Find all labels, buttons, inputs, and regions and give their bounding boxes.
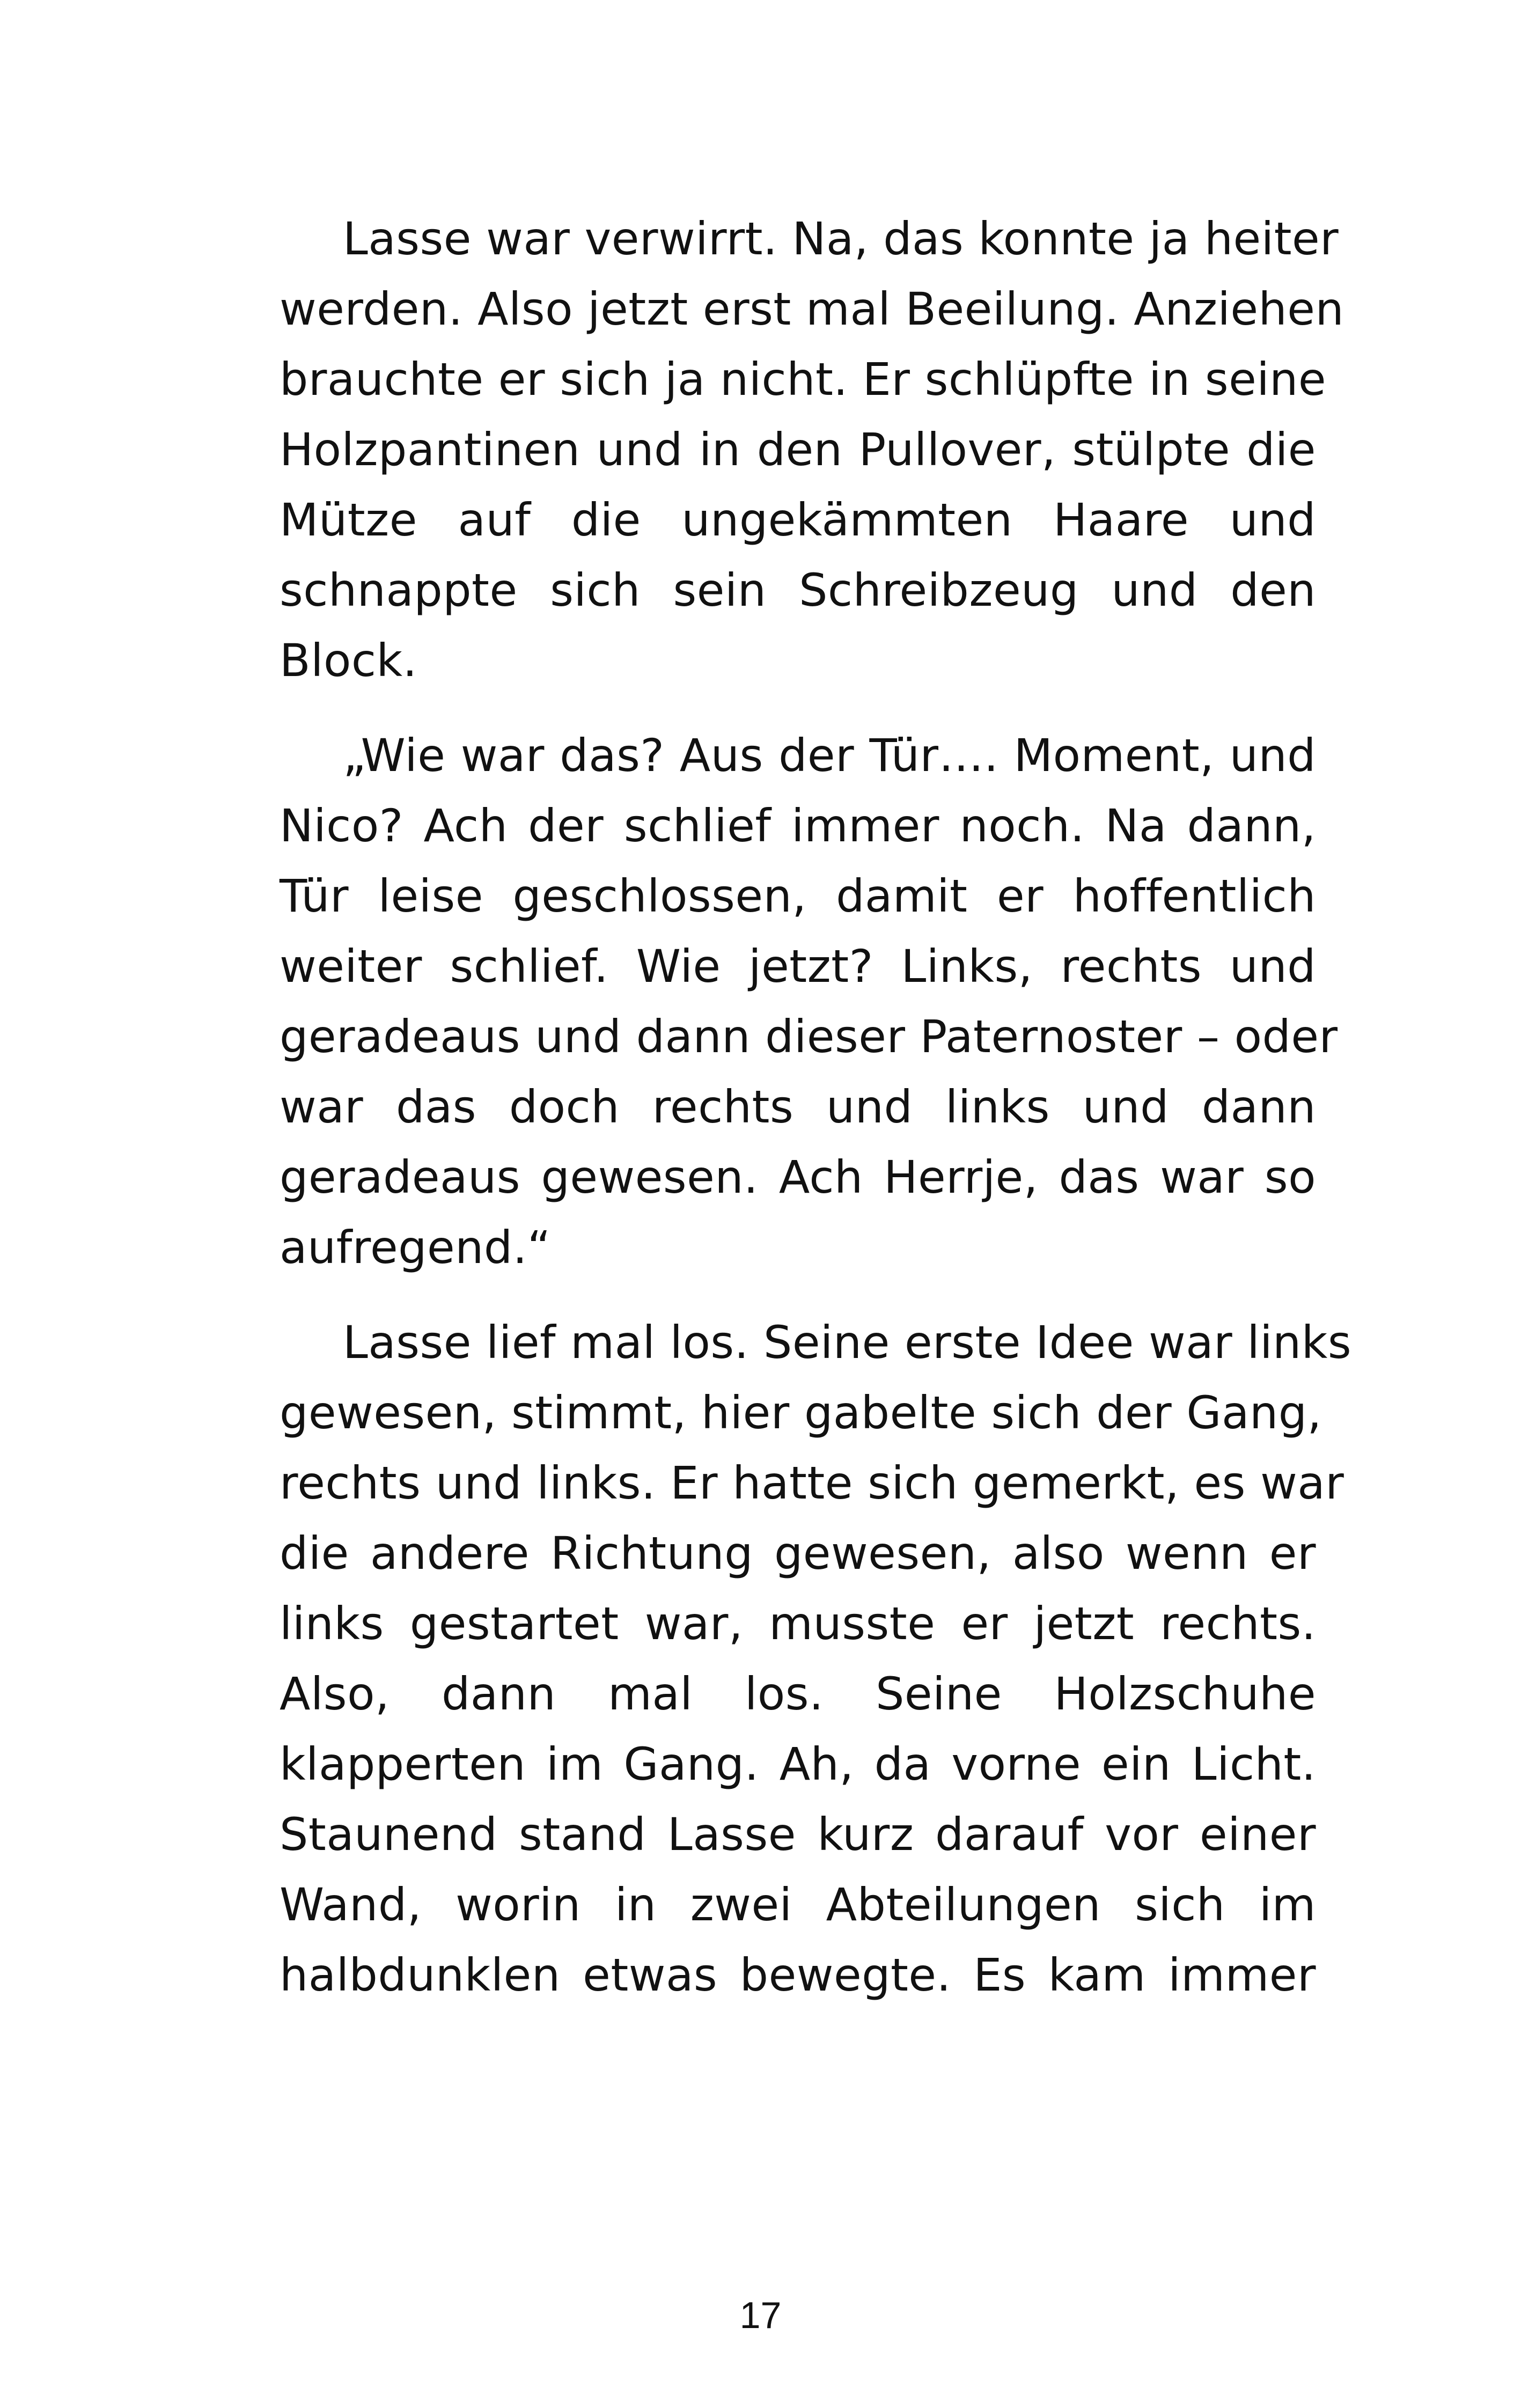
text-line: schnappte sich sein Schreibzeug und den	[280, 564, 1316, 616]
text-line: Tür leise geschlossen, damit er hoffentlich	[280, 870, 1316, 922]
text-line: Staunend stand Lasse kurz darauf vor einer	[280, 1808, 1316, 1861]
text-line: werden. Also jetzt erst mal Beeilung. Anziehen	[280, 283, 1344, 335]
text-line: klapperten im Gang. Ah, da vorne ein Licht.	[280, 1738, 1316, 1790]
text-line: links gestartet war, musste er jetzt rechts.	[280, 1597, 1316, 1650]
text-line: Also, dann mal los. Seine Holzschuhe	[280, 1668, 1316, 1720]
text-line: Holzpantinen und in den Pullover, stülpte die	[280, 423, 1316, 476]
text-line: „Wie war das? Aus der Tür…. Moment, und	[343, 729, 1316, 782]
text-line: brauchte er sich ja nicht. Er schlüpfte in seine	[280, 353, 1327, 406]
body-text	[216, 204, 1352, 2010]
text-line: war das doch rechts und links und dann	[280, 1081, 1316, 1133]
text-line: Block.	[280, 634, 417, 687]
text-line: geradeaus gewesen. Ach Herrje, das war so	[280, 1151, 1316, 1203]
text-line: weiter schlief. Wie jetzt? Links, rechts und	[280, 940, 1316, 993]
page-number: 17	[739, 2294, 782, 2336]
paragraph	[216, 1308, 1352, 2010]
text-line: gewesen, stimmt, hier gabelte sich der Gang,	[280, 1386, 1322, 1439]
paragraph	[216, 721, 1338, 1283]
text-line: geradeaus und dann dieser Paternoster – oder	[280, 1010, 1338, 1063]
text-line: Wand, worin in zwei Abteilungen sich im	[280, 1878, 1316, 1931]
text-line: aufregend.“	[280, 1221, 551, 1274]
paragraph	[216, 204, 1344, 696]
text-line: Nico? Ach der schlief immer noch. Na dann,	[280, 799, 1316, 852]
text-line: Mütze auf die ungekämmten Haare und	[280, 494, 1316, 546]
text-line: rechts und links. Er hatte sich gemerkt, es war	[280, 1457, 1344, 1509]
text-line: halbdunklen etwas bewegte. Es kam immer	[280, 1949, 1316, 2001]
text-line: Lasse war verwirrt. Na, das konnte ja heiter	[343, 212, 1339, 265]
text-line: Lasse lief mal los. Seine erste Idee war links	[343, 1316, 1352, 1369]
text-line: die andere Richtung gewesen, also wenn er	[280, 1527, 1316, 1580]
